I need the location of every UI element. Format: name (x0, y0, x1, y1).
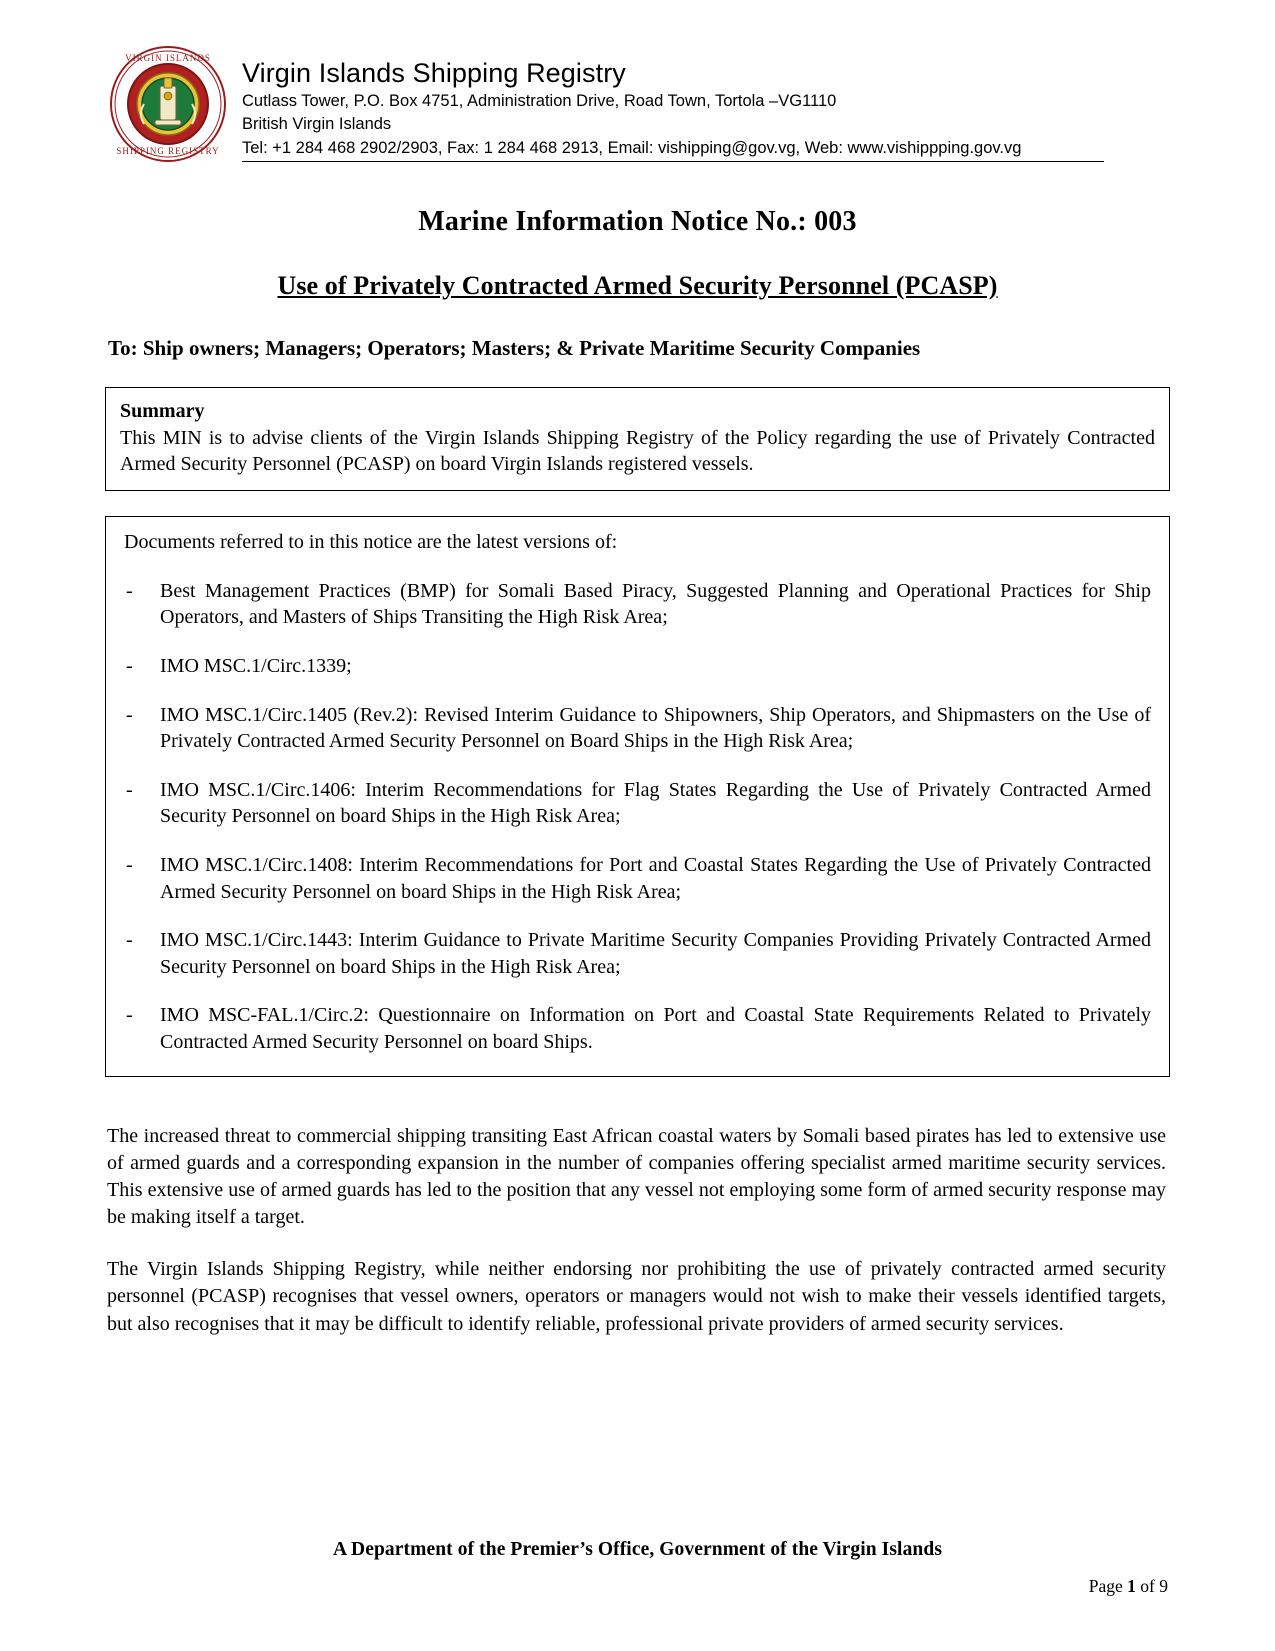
letterhead (105, 40, 1170, 164)
bullet-marker: - (126, 853, 133, 876)
footer-page-number (105, 1576, 1170, 1597)
summary-box (105, 387, 1170, 491)
list-item (122, 927, 1153, 980)
addressed-to: To: Ship owners; Managers; Operators; Masters; & Private Maritime Security Companies (108, 336, 921, 360)
page-title: Marine Information Notice No.: 003 (418, 206, 857, 237)
bullet-marker: - (126, 929, 133, 952)
footer-total-pages: 9 (1159, 1576, 1168, 1596)
summary-text: This MIN is to advise clients of the Virgin Islands Shipping Registry of the Policy regarding the use of Privately Contracted Armed Security Personnel (PCASP) on board Virgin Islands registered vessels. (120, 427, 1155, 476)
page-footer (105, 1539, 1170, 1597)
list-item (122, 1002, 1153, 1055)
bullet-marker: - (126, 579, 133, 602)
address-line-1: Cutlass Tower, P.O. Box 4751, Administration Drive, Road Town, Tortola –VG1110 (242, 91, 837, 110)
list-item (122, 702, 1153, 755)
bullet-marker: - (126, 778, 133, 801)
list-item-text: IMO MSC-FAL.1/Circ.2: Questionnaire on Information on Port and Coastal State Requirements Related to Privately Contracted Armed Security Personnel on board Ships. (160, 1004, 1151, 1053)
footer-current-page: 1 (1127, 1576, 1136, 1596)
references-intro: Documents referred to in this notice are the latest versions of: (124, 530, 618, 553)
list-item (122, 653, 1153, 680)
list-item (122, 777, 1153, 830)
svg-text:VIRGIN ISLANDS: VIRGIN ISLANDS (125, 53, 211, 63)
list-item-text: IMO MSC.1/Circ.1405 (Rev.2): Revised Interim Guidance to Shipowners, Ship Operators, and Shipmasters on the Use of Privately Contracted Armed Security Personnel on Board Ships in the High Risk Area; (160, 703, 1151, 753)
footer-page-of: of (1140, 1576, 1155, 1596)
list-item (122, 852, 1153, 905)
bullet-marker: - (126, 1004, 133, 1027)
svg-text:SHIPPING REGISTRY: SHIPPING REGISTRY (116, 146, 220, 156)
address-line-2: British Virgin Islands (242, 115, 392, 134)
list-item-text: IMO MSC.1/Circ.1406: Interim Recommendations for Flag States Regarding the Use of Privately Contracted Armed Security Personnel on board Ships in the High Risk Area; (160, 778, 1151, 828)
org-name: Virgin Islands Shipping Registry (242, 58, 626, 88)
footer-department: A Department of the Premier’s Office, Government of the Virgin Islands (332, 1539, 943, 1560)
bullet-marker: - (126, 703, 133, 726)
crest-icon (108, 44, 228, 164)
list-item-text: Best Management Practices (BMP) for Somali Based Piracy, Suggested Planning and Operational Practices for Ship Operators, and Masters of Ships Transiting the High Risk Area; (160, 579, 1151, 629)
list-item-text: IMO MSC.1/Circ.1443: Interim Guidance to Private Maritime Security Companies Providing Privately Contracted Armed Security Personnel on board Ships in the High Risk Area; (160, 929, 1151, 978)
body-paragraph-2: The Virgin Islands Shipping Registry, while neither endorsing nor prohibiting the use of privately contracted armed security personnel (PCASP) recognises that vessel owners, operators or managers would not wish to make their vessels identified targets, but also recognises that it may be difficult to identify reliable, professional private providers of armed security services. (107, 1258, 1166, 1335)
footer-page-prefix: Page (1088, 1576, 1123, 1596)
contact-line: Tel: +1 284 468 2902/2903, Fax: 1 284 468 2913, Email: vishipping@gov.vg, Web: www.vishippping.gov.vg (242, 138, 1022, 157)
bullet-marker: - (126, 654, 133, 677)
references-box (105, 516, 1170, 1077)
list-item-text: IMO MSC.1/Circ.1339; (160, 654, 352, 677)
list-item (122, 578, 1153, 631)
body-paragraph-1: The increased threat to commercial shipping transiting East African coastal waters by Somali based pirates has led to extensive use of armed guards and a corresponding expansion in the number of companies offering specialist armed maritime security services. This extensive use of armed guards has led to the position that any vessel not employing some form of armed security response may be making itself a target. (107, 1124, 1166, 1229)
summary-label: Summary (120, 400, 205, 422)
body-content (105, 1123, 1170, 1338)
letterhead-divider (242, 161, 1104, 162)
list-item-text: IMO MSC.1/Circ.1408: Interim Recommendations for Port and Coastal States Regarding the Use of Privately Contracted Armed Security Personnel on board Ships in the High Risk Area; (160, 853, 1151, 903)
references-list (122, 578, 1153, 1056)
document-subtitle: Use of Privately Contracted Armed Security Personnel (PCASP) (277, 271, 998, 300)
